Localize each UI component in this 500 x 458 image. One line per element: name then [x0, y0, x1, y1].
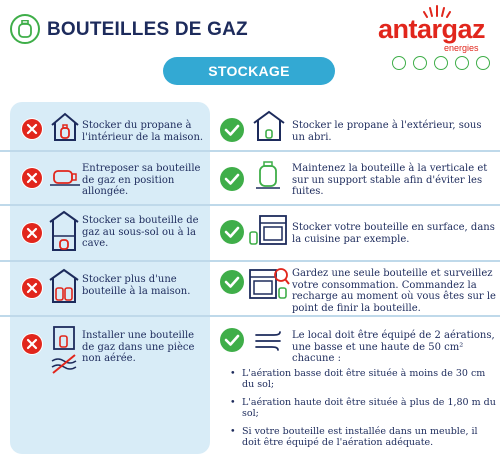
gas-bottle-icon — [434, 56, 448, 70]
forbidden-icon — [21, 333, 43, 355]
house-bottle-icon — [50, 112, 80, 142]
do-text: Le local doit être équipé de 2 aérations, une basse et une haute de 50 cm² chacune : — [292, 330, 495, 364]
dont-text: Stocker du propane à l'intérieur de la maison. — [82, 120, 204, 143]
list-item: • Si votre bouteille est installée dans un meuble, il doit être équipé de l'aération adéquate. — [228, 426, 496, 448]
dont-text: Stocker plus d'une bouteille à la maison. — [82, 274, 191, 297]
do-text: Stocker votre bouteille en surface, dans la cuisine par exemple. — [292, 222, 495, 245]
brand-logo: antargaz — [378, 14, 486, 44]
air-flow-icon — [254, 330, 284, 352]
dont-text: Installer une bouteille de gaz dans une pièce non aérée. — [82, 330, 195, 364]
check-icon — [220, 270, 244, 294]
list-item: • L'aération haute doit être située à plus de 1,80 m du sol; — [228, 397, 496, 419]
kitchen-stove-icon — [248, 212, 288, 246]
list-item: • L'aération basse doit être située à moins de 30 cm du sol; — [228, 368, 496, 390]
do-text: Maintenez la bouteille à la verticale et sur un support stable afin d'éviter les fuites. — [292, 163, 488, 197]
tank-icon — [455, 56, 469, 70]
upright-bottle-icon — [254, 160, 282, 190]
basement-bottle-icon — [48, 210, 80, 252]
house-icon — [413, 56, 427, 70]
lying-bottle-icon — [50, 168, 80, 186]
brand-icons — [392, 56, 490, 72]
section-label: STOCKAGE — [163, 57, 335, 85]
do-text: Stocker le propane à l'extérieur, sous un abri. — [292, 120, 482, 143]
do-text: Gardez une seule bouteille et surveillez votre consommation. Commandez la recharge au moment où vous êtes sur le point de finir la bouteille. — [292, 268, 496, 314]
header — [0, 0, 500, 54]
car-icon — [392, 56, 406, 70]
single-bottle-monitor-icon — [248, 264, 290, 302]
forbidden-icon — [21, 167, 43, 189]
forbidden-icon — [21, 222, 43, 244]
page-title: BOUTEILLES DE GAZ — [47, 19, 248, 40]
house-two-bottles-icon — [48, 268, 80, 304]
unventilated-room-icon — [50, 325, 78, 377]
check-icon — [220, 167, 244, 191]
forbidden-icon — [21, 277, 43, 299]
row-divider — [0, 315, 500, 317]
shelter-icon — [252, 110, 286, 142]
brand-tagline: energies — [444, 43, 479, 53]
dont-text: Entreposer sa bouteille de gaz en position allongée. — [82, 163, 201, 197]
forbidden-icon — [21, 118, 43, 140]
row-divider — [0, 150, 500, 152]
check-icon — [220, 118, 244, 142]
ventilation-rules — [228, 368, 496, 455]
truck-icon — [476, 56, 490, 70]
dont-text: Stocker sa bouteille de gaz au sous-sol ou à la cave. — [82, 215, 199, 249]
row-divider — [0, 204, 500, 206]
check-icon — [220, 328, 244, 352]
check-icon — [220, 220, 244, 244]
row-divider — [0, 260, 500, 262]
gas-bottle-icon — [10, 14, 40, 44]
